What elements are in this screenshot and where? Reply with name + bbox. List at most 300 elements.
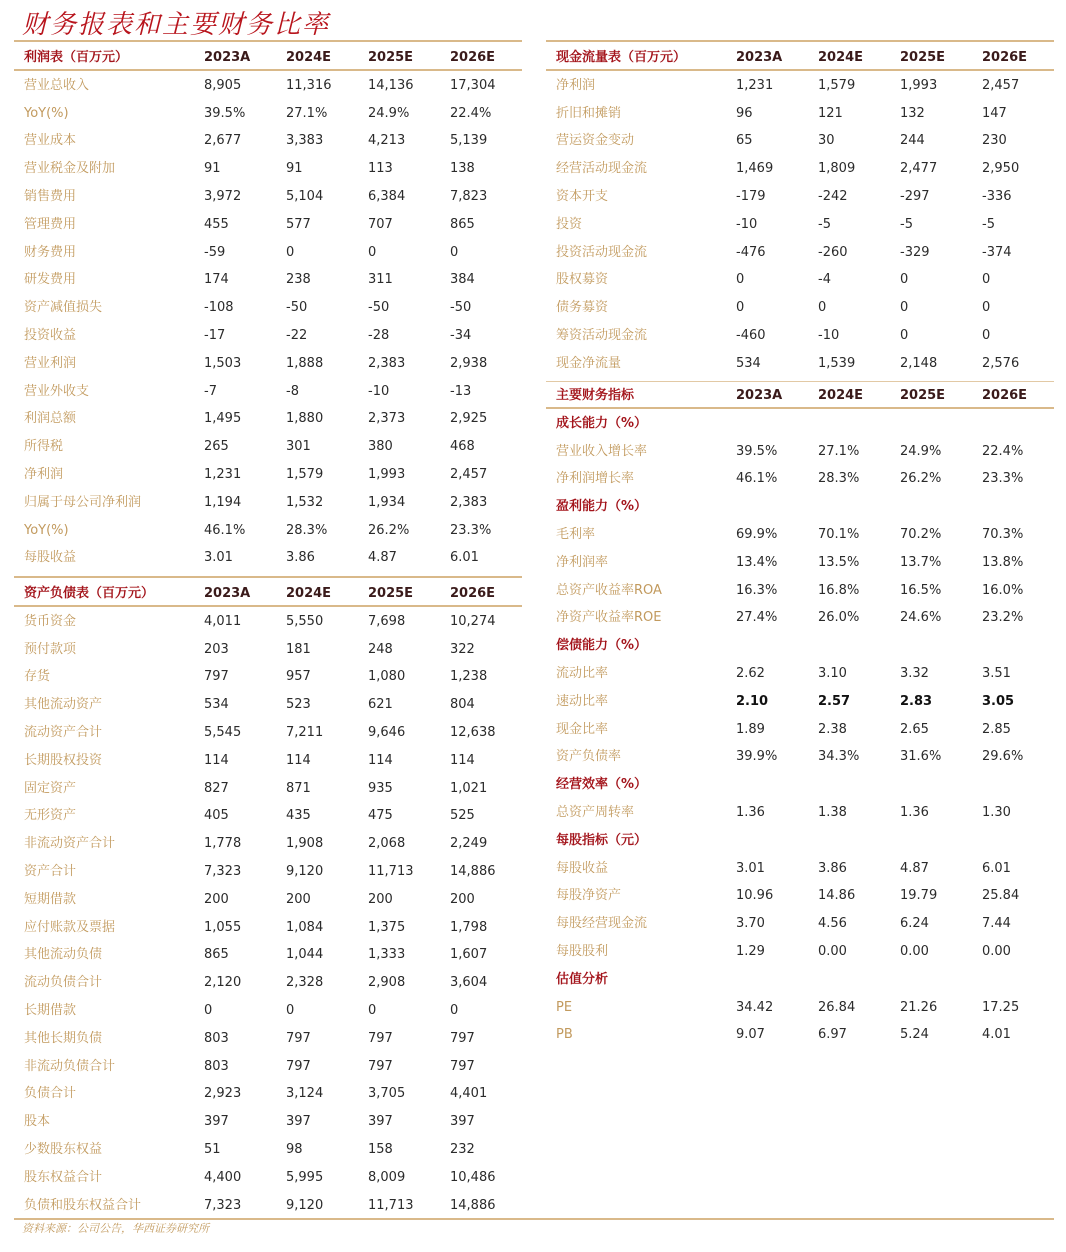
section-heading-row — [546, 497, 1054, 517]
year-header: 2024E — [286, 586, 332, 601]
row-value: 0 — [818, 300, 827, 316]
table-row — [546, 354, 1054, 374]
year-header: 2026E — [450, 586, 496, 601]
row-value: 1,888 — [286, 355, 324, 371]
row-value: 9,120 — [286, 1197, 324, 1213]
table-row — [14, 270, 522, 290]
table-row — [14, 695, 522, 715]
row-value: 804 — [450, 697, 475, 713]
row-label: 股东权益合计 — [24, 1169, 103, 1185]
table-row — [546, 243, 1054, 263]
year-header: 2026E — [450, 50, 496, 65]
row-value: 7,323 — [204, 864, 242, 879]
row-label: 资本开支 — [556, 189, 609, 204]
row-value: 5.24 — [900, 1027, 929, 1043]
row-value: 26.84 — [818, 999, 856, 1015]
row-value: 265 — [204, 439, 229, 455]
table-row — [14, 1168, 522, 1188]
row-value: -297 — [900, 189, 930, 204]
row-value: 70.3% — [982, 527, 1024, 542]
row-label: 流动比率 — [556, 666, 609, 681]
row-value: 0 — [900, 272, 909, 288]
row-value: 26.2% — [900, 471, 942, 487]
row-label: 无形资产 — [24, 808, 77, 824]
row-value: 397 — [286, 1114, 311, 1130]
row-value: -5 — [818, 216, 831, 232]
row-value: 26.0% — [818, 610, 860, 626]
row-value: 397 — [368, 1114, 393, 1130]
table-row — [14, 834, 522, 854]
row-value: 31.6% — [900, 749, 942, 765]
row-value: 200 — [286, 891, 311, 907]
row-value: 523 — [286, 697, 311, 713]
row-value: 230 — [982, 133, 1007, 149]
year-header: 2025E — [368, 586, 414, 601]
row-value: 46.1% — [204, 522, 246, 538]
cashflow-header-row — [546, 48, 1054, 68]
row-value: 2.85 — [982, 721, 1011, 737]
row-value: 91 — [286, 161, 303, 177]
row-value: 11,713 — [368, 1197, 414, 1213]
row-label: 其他流动负债 — [24, 947, 103, 963]
row-value: 0 — [982, 272, 991, 288]
row-value: 1,880 — [286, 411, 324, 427]
row-value: 22.4% — [982, 443, 1024, 459]
table-row — [546, 886, 1054, 906]
row-value: -5 — [900, 216, 913, 232]
row-value: 0 — [982, 300, 991, 316]
row-value: 1,798 — [450, 919, 488, 935]
row-value: 7.44 — [982, 916, 1011, 932]
row-value: 2.62 — [736, 666, 765, 681]
row-value: 3,604 — [450, 975, 488, 991]
table-row — [14, 890, 522, 910]
section-heading: 经营效率（%） — [556, 777, 648, 793]
row-value: 6,384 — [368, 189, 406, 204]
row-value: 797 — [286, 1058, 311, 1074]
row-label: 营业利润 — [24, 355, 77, 371]
row-value: 4,213 — [368, 133, 406, 149]
row-value: 577 — [286, 216, 311, 232]
row-value: 14.86 — [818, 888, 856, 904]
row-value: -108 — [204, 300, 234, 316]
row-value: 797 — [368, 1058, 393, 1074]
row-value: 0 — [900, 328, 909, 343]
row-value: 1.38 — [818, 805, 847, 820]
row-value: 2.10 — [736, 693, 769, 709]
row-label: 净利润增长率 — [556, 471, 635, 487]
row-value: 2,373 — [368, 411, 406, 427]
row-value: 39.9% — [736, 749, 778, 765]
row-label: 速动比率 — [556, 693, 609, 709]
row-value: -476 — [736, 244, 766, 260]
row-value: 28.3% — [286, 522, 328, 538]
row-value: 871 — [286, 780, 311, 796]
row-value: 380 — [368, 439, 393, 455]
row-label: YoY(%) — [24, 522, 69, 538]
row-value: 7,698 — [368, 613, 406, 629]
table-row — [546, 608, 1054, 628]
row-value: 13.5% — [818, 554, 860, 570]
row-label: 短期借款 — [24, 891, 77, 907]
row-value: 25.84 — [982, 888, 1020, 904]
row-label: 投资活动现金流 — [556, 244, 648, 260]
table-row — [546, 803, 1054, 823]
row-value: 0 — [368, 244, 377, 260]
row-label: 非流动资产合计 — [24, 836, 116, 852]
row-value: 1,579 — [286, 467, 324, 482]
row-value: 6.01 — [450, 550, 479, 566]
row-label: 流动资产合计 — [24, 725, 103, 740]
row-value: 0 — [204, 1003, 213, 1018]
row-value: 2.83 — [900, 693, 933, 709]
row-value: 301 — [286, 439, 311, 455]
row-value: 534 — [736, 355, 761, 371]
row-value: 803 — [204, 1030, 229, 1046]
row-value: 1.36 — [736, 805, 765, 820]
row-value: 405 — [204, 808, 229, 824]
year-header: 2026E — [982, 388, 1028, 403]
row-value: -4 — [818, 272, 831, 288]
row-label: 负债和股东权益合计 — [24, 1197, 142, 1213]
row-label: 资产负债率 — [556, 749, 622, 765]
table-row — [14, 298, 522, 318]
row-value: 803 — [204, 1058, 229, 1074]
table-row — [14, 326, 522, 346]
row-value: -50 — [450, 300, 472, 316]
row-value: 1,503 — [204, 355, 242, 371]
section-heading-row — [546, 775, 1054, 795]
row-label: 非流动负债合计 — [24, 1058, 116, 1074]
row-value: -34 — [450, 328, 472, 343]
row-value: 114 — [450, 752, 475, 768]
row-value: 797 — [450, 1058, 475, 1074]
row-value: 707 — [368, 216, 393, 232]
row-label: 其他长期负债 — [24, 1030, 103, 1046]
row-value: 3.86 — [818, 860, 847, 876]
row-value: -8 — [286, 383, 299, 399]
row-value: 1.89 — [736, 721, 765, 737]
table-row — [546, 298, 1054, 318]
income-header-row — [14, 48, 522, 68]
row-value: 397 — [204, 1114, 229, 1130]
row-value: 2,457 — [982, 77, 1020, 93]
row-value: 23.3% — [982, 471, 1024, 487]
row-value: 7,323 — [204, 1197, 242, 1213]
section-heading: 盈利能力（%） — [556, 499, 648, 515]
year-header: 2023A — [736, 50, 783, 65]
row-value: 244 — [900, 133, 925, 149]
row-value: 4.56 — [818, 916, 847, 932]
row-label: 现金比率 — [556, 721, 609, 737]
year-header: 2025E — [900, 388, 946, 403]
row-label: 总资产周转率 — [556, 805, 635, 820]
row-label: 其他流动资产 — [24, 697, 103, 713]
row-value: 39.5% — [204, 105, 246, 121]
row-label: 股本 — [24, 1114, 51, 1130]
row-value: -242 — [818, 189, 848, 204]
row-label: 营业税金及附加 — [24, 161, 116, 177]
row-value: 1,080 — [368, 669, 406, 685]
row-value: 14,886 — [450, 1197, 496, 1213]
table-row — [14, 243, 522, 263]
year-header: 2023A — [204, 50, 251, 65]
row-value: 16.8% — [818, 582, 860, 598]
row-value: 46.1% — [736, 471, 778, 487]
row-value: -17 — [204, 328, 226, 343]
row-value: 957 — [286, 669, 311, 685]
row-value: 26.2% — [368, 522, 410, 538]
table-row — [14, 104, 522, 124]
table-row — [546, 159, 1054, 179]
income-header-rule — [14, 69, 522, 71]
table-row — [546, 859, 1054, 879]
row-value: 0 — [286, 244, 295, 260]
row-value: 534 — [204, 697, 229, 713]
table-row — [14, 521, 522, 541]
table-row — [546, 270, 1054, 290]
section-heading-row — [546, 831, 1054, 851]
table-row — [546, 553, 1054, 573]
row-value: 200 — [368, 891, 393, 907]
row-label: 预付款项 — [24, 641, 77, 657]
row-label: 每股收益 — [556, 860, 609, 876]
row-value: 16.0% — [982, 582, 1024, 598]
row-value: 65 — [736, 133, 753, 149]
row-value: 13.7% — [900, 554, 942, 570]
table-row — [14, 131, 522, 151]
row-label: 归属于母公司净利润 — [24, 494, 142, 510]
year-header: 2025E — [368, 50, 414, 65]
row-value: 1,044 — [286, 947, 324, 963]
row-value: 23.3% — [450, 522, 492, 538]
row-value: 114 — [368, 752, 393, 768]
row-value: 1,495 — [204, 411, 242, 427]
row-value: 2,383 — [368, 355, 406, 371]
section-heading-row — [546, 414, 1054, 434]
row-label: 销售费用 — [24, 189, 77, 204]
balance-header-label: 资产负债表（百万元） — [24, 586, 155, 601]
row-value: 5,550 — [286, 613, 324, 629]
ratios-header-label: 主要财务指标 — [556, 388, 635, 403]
row-value: 5,104 — [286, 189, 324, 204]
row-value: 19.79 — [900, 888, 938, 904]
row-value: 3.01 — [204, 550, 233, 566]
table-row — [546, 442, 1054, 462]
row-value: 14,136 — [368, 77, 414, 93]
table-row — [546, 326, 1054, 346]
cashflow-header-rule — [546, 69, 1054, 71]
row-value: 1,778 — [204, 836, 242, 852]
row-value: 1,238 — [450, 669, 488, 685]
row-value: 797 — [450, 1030, 475, 1046]
row-value: 1,934 — [368, 494, 406, 510]
row-value: 181 — [286, 641, 311, 657]
row-label: 财务费用 — [24, 244, 77, 260]
table-row — [14, 667, 522, 687]
table-row — [546, 692, 1054, 712]
row-value: 238 — [286, 272, 311, 288]
row-value: 1,908 — [286, 836, 324, 852]
row-value: 2,925 — [450, 411, 488, 427]
row-value: 1,809 — [818, 161, 856, 177]
row-value: 14,886 — [450, 864, 496, 879]
table-row — [14, 806, 522, 826]
row-value: 10,274 — [450, 613, 496, 629]
row-value: 174 — [204, 272, 229, 288]
table-row — [546, 525, 1054, 545]
row-value: 3.32 — [900, 666, 929, 681]
section-heading-row — [546, 636, 1054, 656]
table-row — [14, 862, 522, 882]
row-value: 114 — [286, 752, 311, 768]
table-row — [14, 1112, 522, 1132]
section-heading: 估值分析 — [556, 971, 609, 987]
row-value: 114 — [204, 752, 229, 768]
table-row — [14, 1001, 522, 1021]
row-value: 9,120 — [286, 864, 324, 879]
row-value: 6.01 — [982, 860, 1011, 876]
table-row — [14, 215, 522, 235]
row-value: 311 — [368, 272, 393, 288]
row-value: 468 — [450, 439, 475, 455]
row-value: 1,579 — [818, 77, 856, 93]
cashflow-header-label: 现金流量表（百万元） — [556, 50, 687, 65]
row-value: 27.1% — [818, 443, 860, 459]
row-value: 0 — [736, 300, 745, 316]
row-value: 27.4% — [736, 610, 778, 626]
cashflow-top-rule — [546, 40, 1054, 42]
row-value: 6.24 — [900, 916, 929, 932]
row-value: 1,231 — [736, 77, 774, 93]
table-row — [14, 751, 522, 771]
balance-header-row — [14, 584, 522, 604]
row-value: 27.1% — [286, 105, 328, 121]
row-label: 债务募资 — [556, 300, 609, 316]
row-label: 营业外收支 — [24, 383, 90, 399]
row-value: 1.30 — [982, 805, 1011, 820]
row-value: -260 — [818, 244, 848, 260]
row-value: 12,638 — [450, 725, 496, 740]
row-value: 1,021 — [450, 780, 488, 796]
table-row — [546, 914, 1054, 934]
row-value: 797 — [368, 1030, 393, 1046]
row-value: 248 — [368, 641, 393, 657]
row-value: 865 — [450, 216, 475, 232]
year-header: 2024E — [818, 50, 864, 65]
table-row — [14, 548, 522, 568]
row-label: 长期借款 — [24, 1003, 77, 1018]
row-value: 51 — [204, 1142, 221, 1157]
row-value: 5,545 — [204, 725, 242, 740]
row-value: -179 — [736, 189, 766, 204]
section-heading: 成长能力（%） — [556, 415, 648, 431]
row-value: 4,400 — [204, 1169, 242, 1185]
row-value: 621 — [368, 697, 393, 713]
row-value: 147 — [982, 105, 1007, 121]
row-value: 935 — [368, 780, 393, 796]
row-value: 70.1% — [818, 527, 860, 542]
row-value: 21.26 — [900, 999, 938, 1015]
row-value: 1,469 — [736, 161, 774, 177]
row-value: 8,905 — [204, 77, 242, 93]
row-value: 3,383 — [286, 133, 324, 149]
row-label: 现金净流量 — [556, 355, 622, 371]
section-heading-row — [546, 970, 1054, 990]
table-row — [14, 382, 522, 402]
table-row — [14, 1196, 522, 1216]
row-value: 7,211 — [286, 725, 324, 740]
row-value: 69.9% — [736, 527, 778, 542]
table-row — [546, 581, 1054, 601]
year-header: 2026E — [982, 50, 1028, 65]
row-label: 经营活动现金流 — [556, 161, 648, 177]
row-label: 净利润率 — [556, 554, 609, 570]
row-label: 净资产收益率ROE — [556, 610, 662, 626]
section-heading: 偿债能力（%） — [556, 638, 648, 654]
row-label: 营运资金变动 — [556, 133, 635, 149]
table-row — [546, 131, 1054, 151]
row-value: 1,993 — [900, 77, 938, 93]
table-row — [546, 104, 1054, 124]
row-label: 少数股东权益 — [24, 1142, 103, 1157]
row-value: 2,328 — [286, 975, 324, 991]
row-value: 3.01 — [736, 860, 765, 876]
income-top-rule — [14, 40, 522, 42]
table-row — [14, 1140, 522, 1160]
row-value: 98 — [286, 1142, 303, 1157]
table-row — [546, 720, 1054, 740]
table-row — [546, 469, 1054, 489]
table-row — [546, 998, 1054, 1018]
row-value: 2.38 — [818, 721, 847, 737]
row-value: 11,713 — [368, 864, 414, 879]
row-value: 4,401 — [450, 1086, 488, 1102]
year-header: 2025E — [900, 50, 946, 65]
row-value: 203 — [204, 641, 229, 657]
row-value: 4.87 — [900, 860, 929, 876]
row-value: -13 — [450, 383, 472, 399]
row-label: 所得税 — [24, 439, 64, 455]
row-label: 研发费用 — [24, 272, 77, 288]
row-value: 1,375 — [368, 919, 406, 935]
row-value: 2,923 — [204, 1086, 242, 1102]
table-row — [546, 1025, 1054, 1045]
row-value: 2,120 — [204, 975, 242, 991]
table-row — [546, 942, 1054, 962]
row-value: 384 — [450, 272, 475, 288]
row-label: 每股收益 — [24, 550, 77, 566]
row-value: 3.05 — [982, 693, 1015, 709]
row-value: 17,304 — [450, 77, 496, 93]
row-label: 营业收入增长率 — [556, 443, 648, 459]
row-label: 营业总收入 — [24, 77, 90, 93]
row-label: PB — [556, 1027, 573, 1043]
ratios-header-row — [546, 386, 1054, 406]
row-value: 0 — [368, 1003, 377, 1018]
row-value: 1,194 — [204, 494, 242, 510]
row-value: 11,316 — [286, 77, 332, 93]
table-row — [14, 187, 522, 207]
row-value: 29.6% — [982, 749, 1024, 765]
income-bottom-rule — [14, 576, 522, 578]
row-value: 0.00 — [900, 944, 929, 959]
row-label: YoY(%) — [24, 105, 69, 121]
row-label: 管理费用 — [24, 216, 77, 232]
row-value: 28.3% — [818, 471, 860, 487]
row-value: -374 — [982, 244, 1012, 260]
year-header: 2023A — [204, 586, 251, 601]
